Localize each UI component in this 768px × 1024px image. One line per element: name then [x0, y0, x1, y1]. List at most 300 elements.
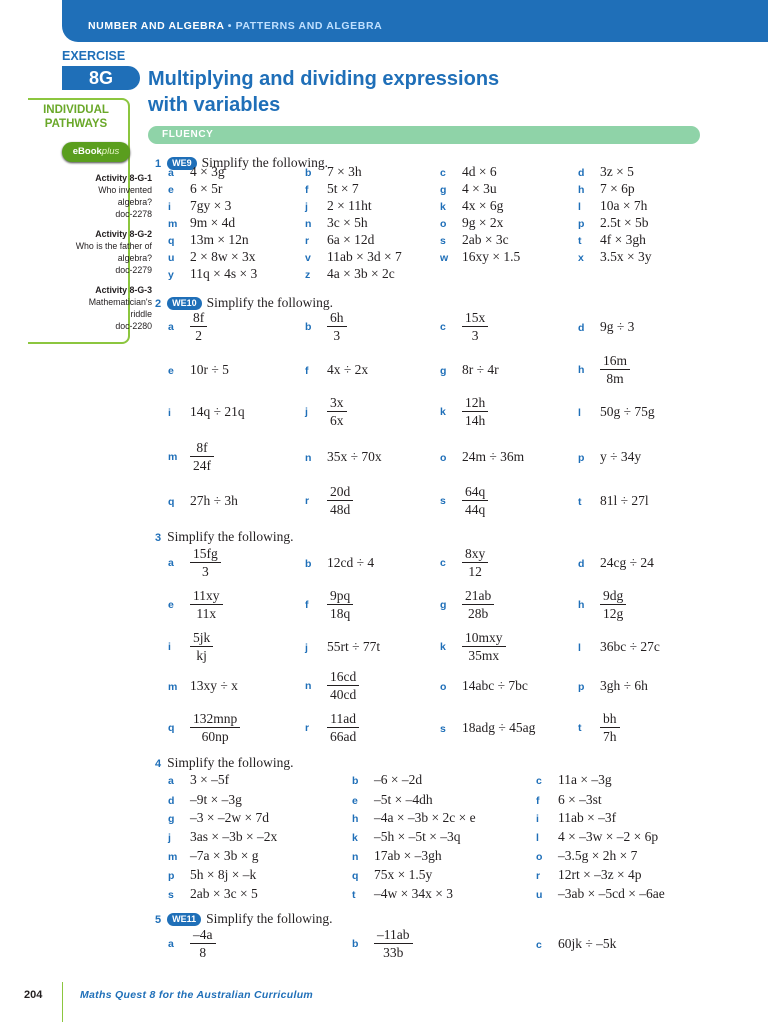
item-letter: p [578, 218, 585, 230]
question-item [168, 215, 235, 232]
item-letter: f [305, 184, 309, 196]
expression: 36bc ÷ 27c [600, 639, 660, 654]
expression: 4a × 3b × 2c [327, 266, 395, 281]
fraction-expression [190, 310, 207, 344]
item-letter: p [578, 452, 585, 464]
item-letter: q [168, 496, 175, 508]
exercise-number: 8G [62, 66, 140, 90]
item-letter: f [305, 365, 309, 377]
question-item [578, 711, 620, 745]
question-item [168, 886, 258, 903]
item-letter: g [440, 599, 447, 612]
fraction-expression [600, 711, 620, 745]
item-letter: w [440, 252, 449, 264]
item-letter: e [168, 184, 174, 196]
header-separator: • [227, 20, 233, 32]
question-number: 4 [155, 758, 162, 770]
numerator: 8f [190, 440, 214, 457]
question-number: 5 [155, 914, 162, 926]
activity-line: Who invented [98, 185, 152, 195]
question-item [440, 362, 499, 379]
expression: 50g ÷ 75g [600, 404, 655, 419]
question-item [578, 198, 647, 215]
question-item [305, 555, 374, 572]
denominator: 60np [201, 729, 229, 744]
question-item [305, 164, 362, 181]
expression: 27h ÷ 3h [190, 493, 238, 508]
item-letter: q [168, 235, 175, 247]
expression: 5t × 7 [327, 181, 359, 196]
question-item [440, 449, 524, 466]
question-heading [155, 911, 333, 927]
denominator: 28b [468, 606, 489, 621]
item-letter: n [305, 452, 312, 464]
item-letter: o [440, 681, 447, 693]
question-item [305, 669, 359, 703]
fraction-expression [462, 588, 494, 622]
pathways-heading-line1: INDIVIDUAL [43, 104, 109, 116]
fraction-expression [462, 310, 488, 344]
item-letter: j [305, 201, 308, 213]
activity-title: Activity 8-G-3 [95, 285, 152, 295]
numerator: –4a [190, 927, 216, 944]
activity-link[interactable] [58, 284, 152, 332]
activity-link[interactable] [58, 172, 152, 220]
item-letter: v [305, 252, 311, 264]
item-letter: l [578, 642, 581, 654]
individual-pathways-panel [28, 98, 152, 344]
item-letter: j [168, 832, 171, 844]
expression: 7 × 6p [600, 181, 635, 196]
item-letter: i [536, 813, 539, 825]
question-item [352, 867, 432, 884]
expression: 2ab × 3c [462, 232, 509, 247]
item-letter: l [536, 832, 539, 844]
expression: 13m × 12n [190, 232, 249, 247]
numerator: 12h [462, 395, 488, 412]
question-item [168, 181, 222, 198]
question-item [578, 639, 660, 656]
numerator: 9dg [600, 588, 626, 605]
item-letter: s [168, 889, 174, 901]
activity-link[interactable] [58, 228, 152, 276]
question-item [440, 546, 488, 580]
item-letter: e [352, 795, 358, 807]
item-letter: z [305, 269, 311, 281]
item-letter: d [578, 322, 585, 334]
expression: 17ab × –3gh [374, 848, 442, 863]
expression: –9t × –3g [190, 792, 242, 807]
expression: –3ab × –5cd × –6ae [558, 886, 665, 901]
question-item [352, 848, 442, 865]
expression: 4f × 3gh [600, 232, 646, 247]
expression: 13xy ÷ x [190, 678, 238, 693]
item-letter: e [168, 365, 174, 377]
numerator: 132mnp [190, 711, 240, 728]
item-letter: t [578, 235, 582, 247]
item-letter: h [578, 184, 585, 196]
expression: 11ab × 3d × 7 [327, 249, 402, 264]
fraction-expression [462, 546, 488, 580]
question-item [578, 678, 648, 695]
expression: 10r ÷ 5 [190, 362, 229, 377]
question-item [305, 181, 359, 198]
ebook-label: eBook [72, 146, 102, 157]
question-item [168, 164, 225, 181]
question-item [578, 493, 649, 510]
worked-example-badge[interactable]: WE9 [167, 157, 197, 170]
question-item [536, 810, 616, 827]
denominator: 2 [195, 328, 202, 343]
item-letter: s [440, 723, 446, 735]
question-item [305, 588, 353, 622]
question-item [352, 927, 413, 961]
denominator: 3 [471, 328, 479, 343]
question-item [440, 395, 488, 429]
activity-line: riddle [130, 309, 152, 319]
item-letter: c [536, 775, 542, 787]
question-item [578, 449, 641, 466]
expression: 14q ÷ 21q [190, 404, 245, 419]
question-item [305, 484, 353, 518]
activity-line: algebra? [117, 197, 152, 207]
item-letter: a [168, 775, 174, 787]
question-item [536, 867, 641, 884]
expression: –6 × –2d [374, 772, 423, 787]
expression: 6 × –3st [558, 792, 602, 807]
question-item [536, 886, 665, 903]
question-heading [155, 529, 294, 545]
item-letter: d [578, 167, 585, 179]
question-item [305, 266, 395, 283]
expression: y ÷ 34y [600, 449, 642, 464]
question-item [440, 164, 497, 181]
question-item [168, 362, 229, 379]
numerator: 9pq [327, 588, 353, 605]
question-item [352, 772, 422, 789]
item-letter: r [536, 870, 541, 882]
item-letter: o [536, 851, 543, 863]
ebook-plus-button[interactable] [62, 142, 130, 162]
numerator: 20d [327, 484, 353, 501]
expression: 8r ÷ 4r [462, 362, 499, 377]
numerator: 3x [327, 395, 347, 412]
denominator: 12g [603, 606, 624, 621]
denominator: 14h [465, 413, 486, 428]
question-item [440, 484, 488, 518]
footer-divider [62, 982, 63, 1022]
expression: –3.5g × 2h × 7 [558, 848, 638, 863]
activity-title: Activity 8-G-2 [95, 229, 152, 239]
item-letter: k [440, 406, 446, 419]
item-letter: h [578, 364, 585, 377]
item-letter: o [440, 218, 447, 230]
item-letter: m [168, 218, 178, 230]
numerator: –11ab [374, 927, 413, 944]
expression: 4 × 3g [190, 164, 225, 179]
fraction-expression [327, 711, 359, 745]
question-item [168, 630, 213, 664]
item-letter: m [168, 681, 178, 693]
question-item [168, 792, 242, 809]
question-item [305, 215, 368, 232]
question-item [168, 198, 231, 215]
question-item [440, 588, 494, 622]
question-item [305, 249, 402, 266]
denominator: 6x [330, 413, 344, 428]
expression: 9g × 2x [462, 215, 504, 230]
activity-title: Activity 8-G-1 [95, 173, 152, 183]
expression: 3c × 5h [327, 215, 368, 230]
question-item [440, 215, 503, 232]
item-letter: n [305, 218, 312, 230]
item-letter: a [168, 938, 174, 951]
question-item [440, 232, 509, 249]
item-letter: n [305, 680, 312, 693]
question-item [536, 792, 602, 809]
expression: –4w × 34x × 3 [374, 886, 453, 901]
denominator: 44q [465, 502, 486, 517]
item-letter: j [305, 642, 308, 654]
item-letter: t [352, 889, 356, 901]
numerator: 21ab [462, 588, 494, 605]
item-letter: f [536, 795, 540, 807]
question-item [578, 404, 655, 421]
denominator: 18q [330, 606, 351, 621]
item-letter: a [168, 557, 174, 570]
fraction-expression [327, 484, 353, 518]
question-item [168, 678, 238, 695]
expression: 24cg ÷ 24 [600, 555, 654, 570]
denominator: kj [196, 648, 207, 663]
fraction-expression [327, 395, 347, 429]
fraction-expression [190, 630, 213, 664]
expression: 3z × 5 [600, 164, 634, 179]
question-item [168, 493, 238, 510]
expression: 5h × 8j × –k [190, 867, 257, 882]
question-instruction: Simplify the following. [206, 295, 334, 310]
denominator: 8m [606, 371, 624, 386]
numerator: 11ad [327, 711, 359, 728]
denominator: 35mx [468, 648, 500, 663]
question-item [305, 198, 372, 215]
expression: –7a × 3b × g [190, 848, 259, 863]
denominator: 48d [330, 502, 351, 517]
question-item [440, 310, 488, 344]
item-letter: b [352, 938, 359, 951]
pathways-heading [28, 103, 124, 131]
fraction-expression [374, 927, 413, 961]
item-letter: q [352, 870, 359, 882]
question-item [440, 198, 503, 215]
item-letter: r [305, 235, 310, 247]
item-letter: u [536, 889, 543, 901]
expression: 11a × –3g [558, 772, 612, 787]
question-item [578, 215, 649, 232]
item-letter: o [440, 452, 447, 464]
expression: 2ab × 3c × 5 [190, 886, 258, 901]
question-item [168, 848, 258, 865]
item-letter: p [578, 681, 585, 693]
question-item [440, 181, 497, 198]
expression: 12rt × –3z × 4p [558, 867, 642, 882]
question-item [305, 449, 382, 466]
question-number: 1 [155, 158, 162, 170]
item-letter: r [305, 722, 310, 735]
question-item [352, 792, 433, 809]
numerator: bh [600, 711, 620, 728]
item-letter: h [578, 599, 585, 612]
item-letter: c [536, 939, 542, 951]
question-item [440, 720, 535, 737]
expression: 4d × 6 [462, 164, 497, 179]
question-instruction: Simplify the following. [167, 755, 294, 770]
item-letter: k [352, 832, 358, 844]
denominator: 40cd [330, 687, 357, 702]
question-item [352, 810, 476, 827]
denominator: 8 [199, 945, 207, 960]
denominator: 12 [468, 564, 482, 579]
numerator: 11xy [190, 588, 223, 605]
fraction-expression [462, 395, 488, 429]
activity-line: doc-2279 [115, 265, 152, 275]
question-item [440, 630, 506, 664]
pathways-heading-line2: PATHWAYS [44, 118, 108, 130]
fraction-expression [190, 588, 223, 622]
item-letter: a [168, 321, 174, 334]
question-item [168, 588, 223, 622]
question-item [440, 249, 520, 266]
header-topic: PATTERNS AND ALGEBRA [235, 20, 383, 32]
page-number: 204 [24, 989, 43, 1001]
expression: 7gy × 3 [190, 198, 232, 213]
expression: 3as × –3b × –2x [190, 829, 278, 844]
question-item [536, 848, 637, 865]
question-item [305, 395, 347, 429]
question-item [305, 362, 368, 379]
item-letter: j [305, 406, 308, 419]
expression: 3 × –5f [190, 772, 230, 787]
item-letter: c [440, 321, 446, 334]
question-item [578, 353, 630, 387]
question-instruction: Simplify the following. [206, 911, 333, 926]
fraction-expression [327, 310, 347, 344]
header-bar [62, 0, 768, 42]
fraction-expression [190, 546, 221, 580]
expression: 16xy × 1.5 [462, 249, 521, 264]
activity-line: doc-2278 [115, 209, 152, 219]
question-item [305, 711, 359, 745]
numerator: 64q [462, 484, 488, 501]
item-letter: s [440, 235, 446, 247]
question-item [168, 404, 245, 421]
expression: 4 × 3u [462, 181, 497, 196]
numerator: 8xy [462, 546, 488, 563]
expression: 4x × 6g [462, 198, 504, 213]
fraction-expression [462, 630, 506, 664]
book-title: Maths Quest 8 for the Australian Curriculum [80, 989, 314, 1001]
denominator: 7h [603, 729, 617, 744]
numerator: 16m [600, 353, 630, 370]
question-item [168, 867, 256, 884]
fraction-expression [462, 484, 488, 518]
expression: –5t × –4dh [374, 792, 433, 807]
fraction-expression [190, 440, 214, 474]
question-item [578, 588, 626, 622]
question-item [352, 829, 460, 846]
expression: –4a × –3b × 2c × e [374, 810, 476, 825]
question-item [578, 319, 634, 336]
worked-example-badge[interactable]: WE10 [167, 297, 202, 310]
expression: 7 × 3h [327, 164, 362, 179]
numerator: 6h [327, 310, 347, 327]
item-letter: s [440, 495, 446, 508]
fraction-expression [600, 353, 630, 387]
question-item [536, 936, 616, 953]
question-instruction: Simplify the following. [201, 155, 329, 170]
expression: 11ab × –3f [558, 810, 617, 825]
numerator: 5jk [190, 630, 213, 647]
question-item [168, 249, 255, 266]
item-letter: m [168, 451, 178, 464]
numerator: 15fg [190, 546, 221, 563]
item-letter: n [352, 851, 359, 863]
expression: 24m ÷ 36m [462, 449, 525, 464]
item-letter: i [168, 201, 171, 213]
item-letter: k [440, 641, 446, 654]
expression: 60jk ÷ –5k [558, 936, 617, 951]
item-letter: q [168, 722, 175, 735]
item-letter: f [305, 599, 309, 612]
question-item [578, 555, 654, 572]
expression: 14abc ÷ 7bc [462, 678, 528, 693]
question-item [440, 678, 528, 695]
activity-line: Mathematician's [88, 297, 152, 307]
item-letter: c [440, 557, 446, 570]
item-letter: m [168, 851, 178, 863]
question-item [168, 232, 249, 249]
item-letter: g [168, 813, 175, 825]
question-instruction: Simplify the following. [167, 529, 294, 544]
item-letter: h [352, 813, 359, 825]
activity-line: algebra? [117, 253, 152, 263]
question-heading [155, 755, 294, 771]
question-number: 3 [155, 532, 162, 544]
expression: 2.5t × 5b [600, 215, 649, 230]
expression: 75x × 1.5y [374, 867, 433, 882]
worked-example-badge[interactable]: WE11 [167, 913, 201, 926]
activity-line: doc-2280 [115, 321, 152, 331]
question-item [168, 810, 269, 827]
item-letter: k [440, 201, 446, 213]
expression: 35x ÷ 70x [327, 449, 382, 464]
exercise-title-line1: Multiplying and dividing expressions [148, 68, 500, 90]
item-letter: d [578, 558, 585, 570]
question-item [352, 886, 453, 903]
question-number: 2 [155, 298, 162, 310]
item-letter: b [352, 775, 359, 787]
fraction-expression [600, 588, 626, 622]
item-letter: g [440, 365, 447, 377]
item-letter: e [168, 599, 174, 612]
item-letter: d [168, 795, 175, 807]
question-item [305, 232, 374, 249]
numerator: 16cd [327, 669, 359, 686]
denominator: 3 [333, 328, 341, 343]
exercise-title [148, 66, 499, 118]
question-item [168, 440, 214, 474]
item-letter: y [168, 269, 174, 281]
